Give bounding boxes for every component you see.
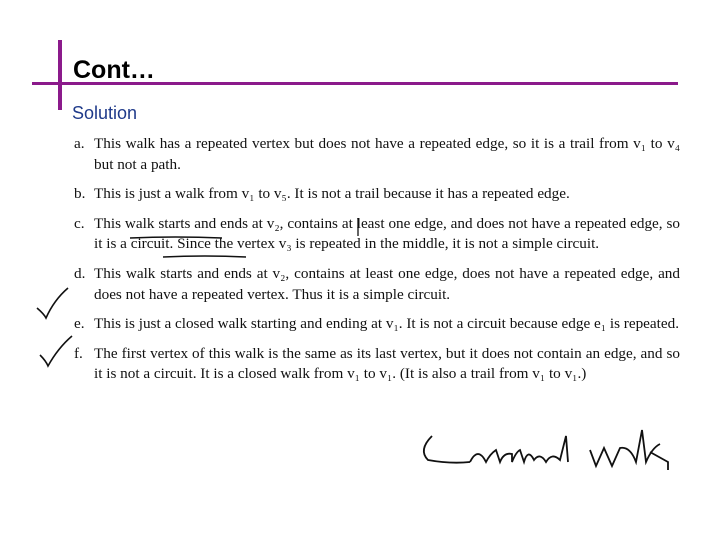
item-text: This walk starts and ends at v₂, contains at least one edge, and does not have a repeated edge, so it is a circuit. Since the vertex v₃ is repeated in the middle, it is not a simple circuit. (94, 214, 680, 253)
ink-trivial-walk (470, 430, 668, 470)
solution-item-b (74, 184, 680, 205)
item-label: d. (74, 264, 86, 282)
solution-item-e (74, 314, 680, 335)
solution-item-f (74, 344, 680, 385)
solution-list (74, 134, 680, 394)
solution-item-a (74, 134, 680, 175)
accent-vertical-line (58, 40, 62, 110)
ink-bracket (424, 436, 470, 463)
ink-annotation-text: trivial walk, (0, 0, 5, 1)
check-icon (40, 336, 72, 366)
item-text: This is just a closed walk starting and ending at v₁. It is not a circuit because edge e₁ is repeated. (94, 315, 680, 333)
check-icon (37, 288, 68, 318)
item-label: a. (74, 135, 85, 152)
item-text: The first vertex of this walk is the same as its last vertex, but it does not contain an edge, and so it is not a circuit. It is a closed walk from v₁ to v₁. (It is also a trail from v₁ to v₁.) (94, 344, 680, 383)
solution-item-d (74, 264, 680, 305)
item-text: This is just a walk from v₁ to v₅. It is not a trail because it has a repeated edge. (94, 185, 570, 203)
item-label: f. (74, 344, 83, 362)
item-text: This walk has a repeated vertex but does not have a repeated edge, so it is a trail from v₁ to v₄ but not a path. (94, 135, 680, 173)
item-label: e. (74, 315, 85, 333)
slide-title: Cont… (73, 56, 155, 84)
slide-subtitle: Solution (72, 103, 138, 123)
solution-item-c (74, 214, 680, 255)
item-text: This walk starts and ends at v₂, contains at least one edge, does not have a repeated edge, and does not have a repeated vertex. Thus it is a simple circuit. (94, 264, 680, 303)
item-label: c. (74, 214, 85, 232)
item-label: b. (74, 185, 86, 203)
